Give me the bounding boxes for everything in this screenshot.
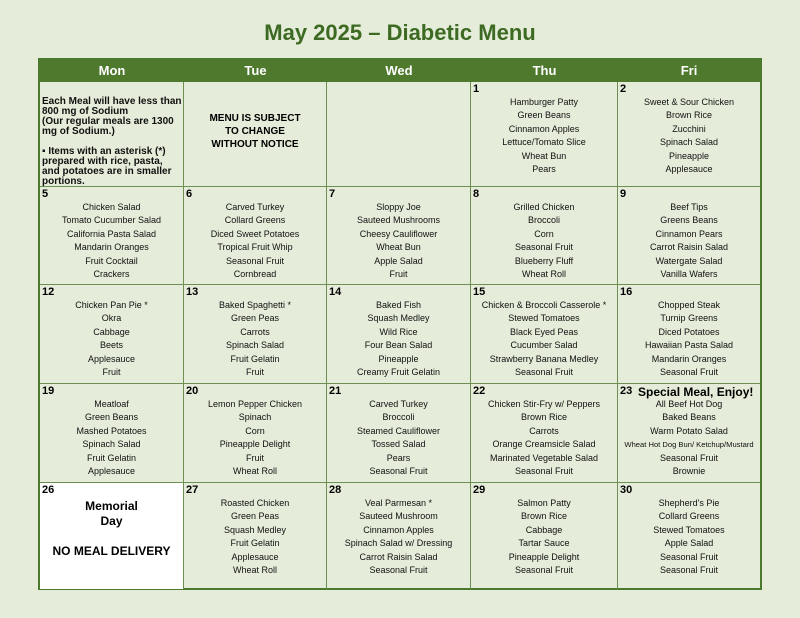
menu-item: Applesauce [231, 551, 279, 562]
menu-item: Sauteed Mushrooms [356, 215, 441, 226]
day-number: 19 [42, 385, 55, 397]
day-header-wed: Wed [327, 60, 471, 82]
menu-item: Fruit [389, 269, 408, 280]
menu-item: Seasonal Fruit [514, 367, 574, 378]
menu-items [184, 299, 326, 379]
menu-item: Seasonal Fruit [659, 551, 719, 562]
day-number: 20 [186, 385, 199, 397]
menu-item: All Beef Hot Dog [655, 399, 723, 409]
menu-item: Spinach Salad [659, 137, 719, 148]
menu-item: Cinnamon Pears [655, 228, 723, 239]
day-number: 12 [42, 286, 55, 298]
day-number: 8 [473, 188, 480, 200]
menu-item: Mandarin Oranges [651, 353, 727, 364]
menu-calendar [38, 58, 762, 590]
menu-items [471, 201, 617, 281]
day-cell [618, 82, 760, 187]
menu-item: Mashed Potatoes [76, 425, 147, 436]
menu-item: Wheat Hot Dog Bun/ Ketchup/Mustard [624, 440, 754, 450]
page-title: May 2025 – Diabetic Menu [264, 20, 536, 45]
menu-item: Spinach Salad w/ Dressing [344, 538, 453, 549]
day-number: 5 [42, 188, 49, 200]
no-delivery-notice: NO MEAL DELIVERY [52, 544, 171, 558]
day-number: 6 [186, 188, 193, 200]
menu-item: Green Beans [517, 110, 571, 121]
menu-change-notice [184, 112, 326, 151]
menu-item: Corn [245, 425, 265, 436]
menu-item: Chicken Salad [82, 202, 141, 212]
menu-item: Tropical Fruit Whip [217, 242, 293, 253]
menu-item: Applesauce [665, 164, 713, 175]
day-header-thu: Thu [471, 60, 618, 82]
menu-item: Zucchini [672, 123, 706, 134]
day-number: 30 [620, 484, 633, 496]
menu-item: Watergate Salad [655, 255, 723, 266]
menu-item: Beets [99, 340, 123, 351]
menu-item: Carved Turkey [369, 399, 428, 409]
holiday-cell [40, 483, 184, 589]
menu-item: Chicken & Broccoli Casserole * [481, 300, 607, 310]
holiday-name-line: Memorial [85, 499, 138, 513]
day-cell [618, 483, 760, 589]
menu-items [618, 398, 760, 478]
menu-items [618, 96, 760, 176]
day-number: 15 [473, 286, 486, 298]
menu-items [327, 201, 470, 281]
menu-item: Meatloaf [94, 399, 129, 409]
menu-item: Steamed Cauliflower [356, 425, 441, 436]
menu-item: Cabbage [93, 326, 130, 337]
menu-item: Tossed Salad [371, 439, 426, 450]
day-number: 14 [329, 286, 342, 298]
menu-item: Green Beans [84, 412, 139, 423]
menu-item: Carrots [529, 425, 559, 436]
menu-item: Sauteed Mushroom [359, 511, 438, 522]
menu-item: Green Peas [230, 313, 280, 324]
menu-item: Okra [101, 313, 122, 324]
menu-items [327, 398, 470, 478]
notice-line: WITHOUT NOTICE [211, 139, 299, 150]
day-number: 2 [620, 83, 627, 95]
day-number: 9 [620, 188, 627, 200]
menu-item: Lemon Pepper Chicken [207, 399, 303, 409]
day-cell [327, 384, 471, 483]
menu-items [40, 299, 183, 379]
menu-item: Mandarin Oranges [74, 242, 149, 253]
menu-item: Pears [386, 452, 411, 463]
menu-item: Chicken Pan Pie * [75, 300, 148, 310]
menu-item: Brown Rice [520, 511, 567, 522]
menu-items [618, 497, 760, 577]
day-cell [618, 285, 760, 384]
day-number: 28 [329, 484, 342, 496]
menu-item: Baked Beans [662, 412, 716, 423]
day-number: 23 [620, 385, 633, 397]
menu-item: Blueberry Fluff [514, 255, 574, 266]
menu-item: Strawberry Banana Medley [489, 353, 599, 364]
menu-item: Brown Rice [665, 110, 712, 121]
menu-items [618, 201, 760, 281]
menu-item: Hawaiian Pasta Salad [644, 340, 734, 351]
menu-item: Black Eyed Peas [509, 326, 579, 337]
menu-items [471, 398, 617, 478]
day-header-tue: Tue [184, 60, 327, 82]
menu-item: Carrot Raisin Salad [359, 551, 438, 562]
menu-items [618, 299, 760, 379]
menu-item: Creamy Fruit Gelatin [356, 367, 441, 378]
menu-item: Pineapple [668, 150, 710, 161]
menu-item: Fruit Gelatin [230, 353, 280, 364]
menu-item: Salmon Patty [517, 498, 571, 508]
menu-item: Seasonal Fruit [659, 367, 719, 378]
intro-note-cell [40, 82, 184, 187]
menu-item: Wheat Roll [521, 269, 566, 280]
sodium-note: Each Meal will have less than 800 mg of Sodium [42, 96, 182, 117]
day-cell [618, 187, 760, 285]
day-number: 13 [186, 286, 199, 298]
menu-items [327, 497, 470, 577]
day-number: 7 [329, 188, 336, 200]
asterisk-note: ▪ Items with an asterisk (*) prepared with rice, pasta, and potatoes are in smaller portions. [42, 146, 172, 187]
menu-item: Seasonal Fruit [514, 565, 574, 576]
notice-line: TO CHANGE [225, 126, 285, 137]
menu-items [40, 398, 183, 478]
menu-item: Diced Sweet Potatoes [210, 228, 300, 239]
menu-items [471, 96, 617, 176]
menu-item: Cinnamon Apples [508, 123, 580, 134]
menu-items [184, 201, 326, 281]
menu-item: Marinated Vegetable Salad [489, 452, 599, 463]
menu-item: Wheat Bun [376, 242, 421, 253]
day-cell [471, 82, 618, 187]
day-cell [471, 483, 618, 589]
menu-item: Stewed Tomatoes [508, 313, 580, 324]
day-cell [471, 187, 618, 285]
menu-item: Brown Rice [520, 412, 567, 423]
menu-item: Brownie [672, 466, 706, 477]
menu-item: Seasonal Fruit [659, 565, 719, 576]
menu-item: Shepherd's Pie [658, 498, 720, 508]
day-number: 22 [473, 385, 486, 397]
day-number: 1 [473, 83, 480, 95]
menu-item: Fruit [246, 367, 264, 378]
menu-items [40, 201, 183, 281]
menu-item: Veal Parmesan * [364, 498, 433, 508]
menu-item: Fruit [246, 452, 264, 463]
menu-item: Hamburger Patty [509, 97, 579, 107]
menu-item: Wheat Bun [521, 150, 567, 161]
day-number: 29 [473, 484, 486, 496]
day-number: 16 [620, 286, 633, 298]
menu-item: California Pasta Salad [66, 228, 157, 239]
notice-line: MENU IS SUBJECT [209, 113, 301, 124]
day-number: 26 [42, 484, 55, 496]
day-cell [40, 384, 184, 483]
menu-item: Stewed Tomatoes [653, 524, 725, 535]
menu-item: Wheat Roll [232, 565, 277, 576]
menu-items [327, 299, 470, 379]
day-cell [184, 384, 327, 483]
menu-item: Chopped Steak [657, 300, 721, 310]
menu-item: Applesauce [87, 466, 136, 477]
day-cell [184, 285, 327, 384]
menu-item: Broccoli [382, 412, 415, 423]
menu-item: Pineapple [378, 353, 419, 364]
day-cell [327, 82, 471, 187]
day-cell [471, 285, 618, 384]
day-cell [40, 187, 184, 285]
menu-item: Spinach Salad [225, 340, 285, 351]
day-number: 21 [329, 385, 342, 397]
menu-item: Collard Greens [224, 215, 286, 226]
menu-item: Lettuce/Tomato Slice [502, 137, 586, 148]
menu-item: Fruit Gelatin [86, 452, 137, 463]
day-cell [327, 483, 471, 589]
menu-item: Pears [532, 164, 556, 175]
menu-item: Fruit Cocktail [85, 255, 138, 266]
menu-item: Collard Greens [658, 511, 720, 522]
menu-item: Cabbage [525, 524, 563, 535]
menu-item: Chicken Stir-Fry w/ Peppers [487, 399, 601, 409]
menu-item: Vanilla Wafers [660, 269, 718, 280]
menu-item: Carrots [240, 326, 270, 337]
day-header-fri: Fri [618, 60, 760, 82]
menu-item: Pineapple Delight [508, 551, 580, 562]
menu-item: Cheesy Cauliflower [359, 228, 438, 239]
menu-item: Seasonal Fruit [514, 466, 574, 477]
holiday-name-line: Day [100, 514, 123, 528]
menu-item: Four Bean Salad [364, 340, 433, 351]
menu-items [471, 497, 617, 577]
menu-item: Squash Medley [223, 524, 287, 535]
menu-items [184, 398, 326, 478]
menu-item: Baked Fish [375, 300, 422, 310]
menu-items [471, 299, 617, 379]
menu-item: Carrot Raisin Salad [649, 242, 729, 253]
day-cell [618, 384, 760, 483]
menu-item: Tartar Sauce [518, 538, 570, 549]
intro-note [42, 97, 183, 187]
menu-item: Seasonal Fruit [369, 565, 428, 576]
menu-item: Wheat Roll [232, 466, 277, 477]
day-cell [40, 285, 184, 384]
menu-item: Cucumber Salad [510, 340, 578, 351]
menu-item: Roasted Chicken [220, 498, 290, 508]
menu-item: Fruit Gelatin [230, 538, 280, 549]
day-cell [184, 483, 327, 589]
menu-item: Seasonal Fruit [369, 466, 428, 477]
day-cell [471, 384, 618, 483]
menu-item: Broccoli [527, 215, 560, 226]
menu-item: Apple Salad [664, 538, 714, 549]
menu-item: Apple Salad [374, 255, 423, 266]
menu-item: Greens Beans [660, 215, 718, 226]
menu-item: Diced Potatoes [658, 326, 720, 337]
menu-item: Spinach Salad [82, 439, 141, 450]
menu-item: Seasonal Fruit [225, 255, 285, 266]
menu-item: Green Peas [230, 511, 280, 522]
day-cell [327, 187, 471, 285]
menu-item: Orange Creamsicle Salad [492, 439, 596, 450]
menu-item: Carved Turkey [225, 202, 285, 212]
menu-item: Corn [534, 228, 554, 239]
menu-item: Applesauce [87, 353, 136, 364]
menu-item: Turnip Greens [660, 313, 718, 324]
day-cell [184, 187, 327, 285]
menu-item: Baked Spaghetti * [218, 300, 292, 310]
special-meal-label: Special Meal, Enjoy! [638, 385, 754, 399]
menu-item: Crackers [93, 269, 130, 280]
regular-sodium-note: (Our regular meals are 1300 mg of Sodium.) [42, 116, 174, 137]
menu-item: Sweet & Sour Chicken [643, 97, 735, 107]
menu-item: Squash Medley [367, 313, 430, 324]
notice-cell [184, 82, 327, 187]
day-number: 27 [186, 484, 199, 496]
menu-item: Grilled Chicken [513, 202, 575, 212]
menu-item: Tomato Cucumber Salad [61, 215, 162, 226]
menu-item: Pineapple Delight [219, 439, 291, 450]
day-header-mon: Mon [40, 60, 184, 82]
holiday-name [40, 499, 183, 529]
menu-item: Spinach [238, 412, 272, 423]
menu-item: Seasonal Fruit [514, 242, 574, 253]
menu-item: Wild Rice [379, 326, 418, 337]
menu-items [184, 497, 326, 577]
menu-item: Beef Tips [670, 202, 708, 212]
menu-item: Warm Potato Salad [650, 425, 728, 436]
menu-item: Seasonal Fruit [659, 452, 719, 463]
day-cell [327, 285, 471, 384]
menu-item: Sloppy Joe [376, 202, 421, 212]
menu-item: Cinnamon Apples [363, 524, 434, 535]
menu-item: Cornbread [233, 269, 277, 280]
menu-item: Fruit [102, 367, 121, 378]
